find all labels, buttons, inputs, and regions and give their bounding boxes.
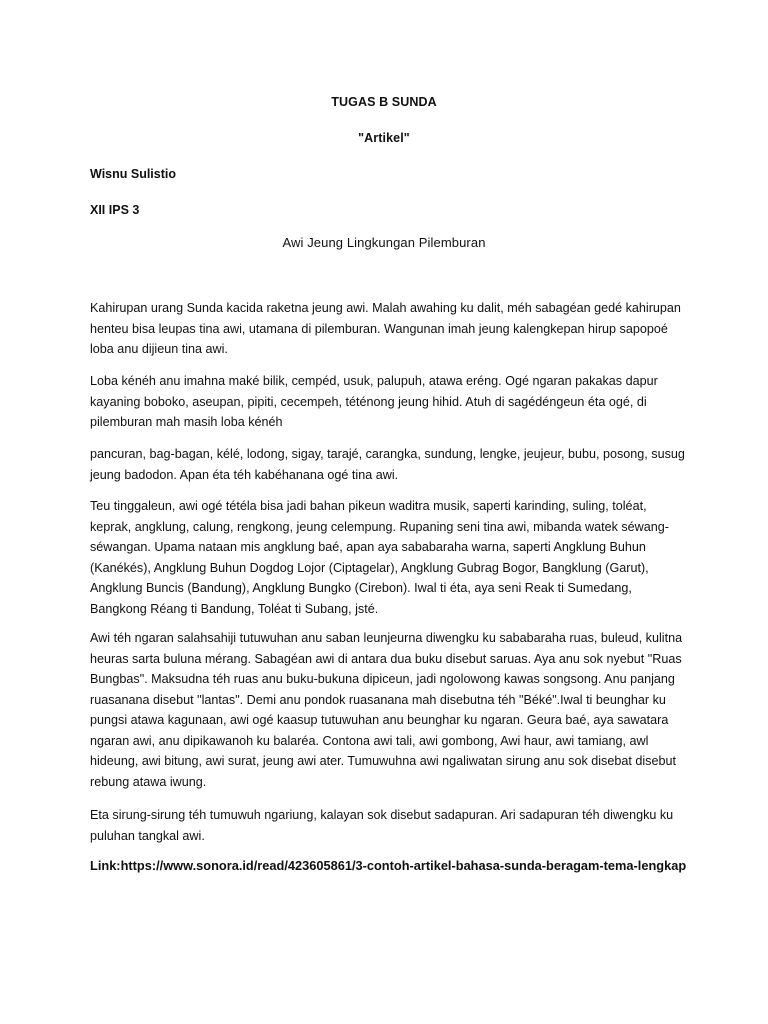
paragraph-text: pancuran, bag-bagan, kélé, lodong, sigay, tarajé, carangka, sundung, lengke, jeujeur, bubu, posong, susug jeung badodon. Apan éta téh kabéhanana ogé tina awi. xyxy=(90,447,685,482)
document-subheading: "Artikel" xyxy=(358,131,410,145)
paragraph-text: Loba kénéh anu imahna maké bilik, cempéd, usuk, palupuh, atawa eréng. Ogé ngaran pakakas dapur kayaning boboko, aseupan, pipiti, cecempeh, téténong jeung hihid. Atuh di sagédéngeun éta ogé, di pilemburan mah masih loba kénéh xyxy=(90,374,658,429)
paragraph-text: Awi téh ngaran salahsahiji tutuwuhan anu saban leunjeurna diwengku ku sababaraha ruas, buleud, kulitna heuras sarta buluna mérang. Sabagéan awi di antara dua buku disebut saruas. Aya anu sok nyebut "Ruas Bungbas". Maksudna téh ruas anu buku-bukuna dipiceun, jadi ngolowong kawas songsong. Anu panjang ruasanana disebut "lantas". Demi anu pondok ruasanana mah disebutna téh "Béké".Iwal ti beunghar ku pungsi atawa kagunaan, awi ogé kaasup tutuwuhan anu beunghar ku ngaran. Geura baé, aya sawatara ngaran awi, anu dipikawanoh ku balaréa. Contona awi tali, awi gombong, Awi haur, awi tamiang, awl hideung, awi bitung, awi surat, jeung awi ater. Tumuwuhna awi ngaliwatan sirung anu sok disebat disebut rebung atawa iwung. xyxy=(90,631,683,789)
paragraph-1 xyxy=(90,298,690,360)
author-class: XII IPS 3 xyxy=(90,203,140,217)
paragraph-3 xyxy=(90,444,690,485)
paragraph-text: Eta sirung-sirung téh tumuwuh ngariung, kalayan sok disebut sadapuran. Ari sadapuran téh diwengku ku puluhan tangkal awi. xyxy=(90,808,674,843)
paragraph-4 xyxy=(90,496,690,619)
paragraph-6 xyxy=(90,805,690,846)
paragraph-text: Teu tinggaleun, awi ogé tétéla bisa jadi bahan pikeun waditra musik, saperti karinding, suling, toléat, keprak, angklung, calung, rengkong, jeung celempung. Rupaning seni tina awi, mibanda watek séwang-séwangan. Upama nataan mis angklung baé, apan aya sababaraha warna, saperti Angklung Buhun (Kanékés), Angklung Buhun Dogdog Lojor (Ciptagelar), Angklung Gubrag Bogor, Bangklung (Garut), Angklung Buncis (Bandung), Angklung Bungko (Cirebon). Iwal ti éta, aya seni Reak ti Sumedang, Bangkong Réang ti Bandung, Toléat ti Subang, jsté. xyxy=(90,499,669,616)
author-name: Wisnu Sulistio xyxy=(90,167,176,181)
source-link[interactable]: Link:https://www.sonora.id/read/423605861/3-contoh-artikel-bahasa-sunda-beragam-tema-lengkap xyxy=(90,858,687,873)
paragraph-2 xyxy=(90,371,690,433)
article-title: Awi Jeung Lingkungan Pilemburan xyxy=(282,235,486,250)
document-heading: TUGAS B SUNDA xyxy=(331,95,437,109)
paragraph-5 xyxy=(90,628,690,792)
paragraph-text: Kahirupan urang Sunda kacida raketna jeung awi. Malah awahing ku dalit, méh sabagéan gedé kahirupan henteu bisa leupas tina awi, utamana di pilemburan. Wangunan imah jeung kalengkepan hirup sapopoé loba anu dijieun tina awi. xyxy=(90,301,681,356)
